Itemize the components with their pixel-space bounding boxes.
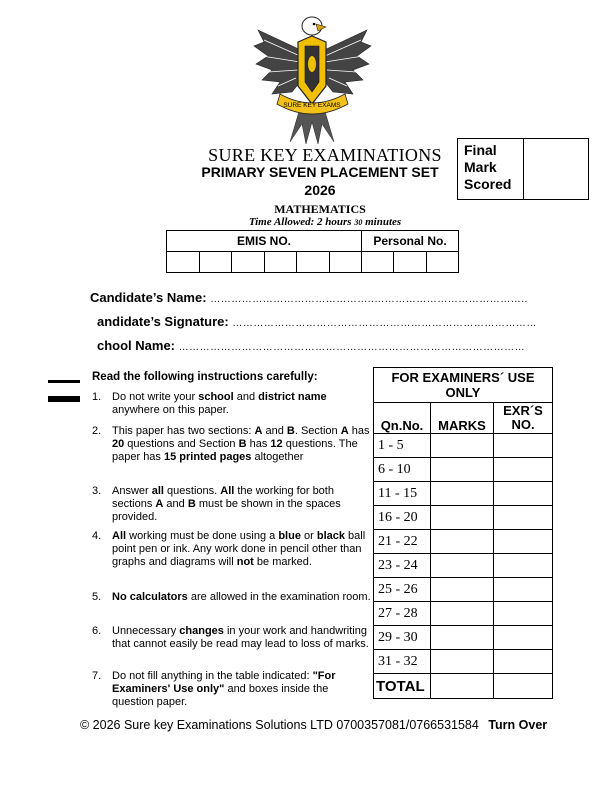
examiners-row: [374, 458, 553, 482]
eagle-logo: [250, 12, 375, 147]
question-range: 11 - 15: [374, 482, 431, 506]
turn-over-label: Turn Over: [488, 718, 548, 732]
instruction-item: [92, 391, 372, 417]
exr-cell[interactable]: [494, 626, 553, 650]
emis-digit-box[interactable]: [297, 252, 330, 273]
final-mark-label: Final Mark Scored: [458, 139, 524, 199]
question-range: 6 - 10: [374, 458, 431, 482]
col-qn-header: Qn.No.: [374, 403, 431, 434]
instruction-text: This paper has two sections: A and B. Section A has 20 questions and Section B has 12 questions. The paper has 15 printed pages altogether: [112, 425, 370, 463]
question-range: 1 - 5: [374, 434, 431, 458]
exam-year: 2026: [304, 182, 336, 198]
examiners-row: [374, 482, 553, 506]
candidate-signature-field[interactable]: ……………………………………………………………………………: [232, 318, 537, 329]
marks-cell[interactable]: [431, 650, 494, 674]
question-range: 31 - 32: [374, 650, 431, 674]
exr-cell[interactable]: [494, 554, 553, 578]
examiners-row: [374, 626, 553, 650]
instruction-number: 1.: [92, 391, 102, 403]
instruction-number: 2.: [92, 425, 102, 437]
candidate-signature-label: andidate’s Signature:: [97, 314, 229, 329]
marks-cell[interactable]: [431, 602, 494, 626]
examiners-row: [374, 506, 553, 530]
exr-cell[interactable]: [494, 530, 553, 554]
instruction-item: [92, 591, 372, 604]
candidate-name-label: Candidate’s Name:: [90, 290, 207, 305]
question-range: 23 - 24: [374, 554, 431, 578]
exr-cell[interactable]: [494, 482, 553, 506]
margin-bar: [48, 396, 80, 402]
instruction-text: Unnecessary changes in your work and handwriting that cannot easily be read may lead to loss of marks.: [112, 625, 369, 650]
total-exr-cell[interactable]: [494, 674, 553, 699]
emis-digit-box[interactable]: [329, 252, 362, 273]
subject-title: MATHEMATICS: [274, 202, 366, 216]
col-marks-header: MARKS: [431, 403, 494, 434]
personal-no-label: Personal No.: [362, 231, 459, 252]
instruction-text: No calculators are allowed in the examination room.: [112, 591, 371, 603]
instruction-number: 5.: [92, 591, 102, 603]
marks-cell[interactable]: [431, 458, 494, 482]
set-title: PRIMARY SEVEN PLACEMENT SET: [201, 164, 439, 180]
instruction-text: Do not write your school and district name anywhere on this paper.: [112, 391, 327, 416]
marks-cell[interactable]: [431, 626, 494, 650]
examiners-row: [374, 554, 553, 578]
question-range: 16 - 20: [374, 506, 431, 530]
instruction-item: [92, 625, 372, 651]
marks-cell[interactable]: [431, 434, 494, 458]
emis-digit-box[interactable]: [232, 252, 265, 273]
examiners-row: [374, 530, 553, 554]
time-allowed: Time Allowed: 2 hours 30 minutes: [248, 216, 402, 228]
examiners-table-title: FOR EXAMINERS´ USE ONLY: [374, 368, 553, 403]
examiners-row: [374, 602, 553, 626]
marks-cell[interactable]: [431, 506, 494, 530]
instruction-number: 6.: [92, 625, 102, 637]
school-name-row: [97, 338, 525, 353]
exr-cell[interactable]: [494, 602, 553, 626]
emis-digit-box[interactable]: [264, 252, 297, 273]
question-range: 21 - 22: [374, 530, 431, 554]
exr-cell[interactable]: [494, 650, 553, 674]
emis-digit-box[interactable]: [167, 252, 200, 273]
exam-body-title: SURE KEY EXAMINATIONS: [208, 145, 442, 165]
exr-cell[interactable]: [494, 434, 553, 458]
exr-cell[interactable]: [494, 506, 553, 530]
candidate-name-row: [90, 290, 528, 305]
instruction-item: [92, 670, 372, 709]
emis-digit-box[interactable]: [199, 252, 232, 273]
marks-cell[interactable]: [431, 554, 494, 578]
total-marks-cell[interactable]: [431, 674, 494, 699]
instruction-text: All working must be done using a blue or black ball point pen or ink. Any work done in pencil other than graphs and diagrams will not be marked.: [112, 530, 366, 568]
footer-copyright: © 2026 Sure key Examinations Solutions LTD 0700357081/0766531584: [80, 718, 479, 732]
question-range: 27 - 28: [374, 602, 431, 626]
exr-cell[interactable]: [494, 578, 553, 602]
question-range: 29 - 30: [374, 626, 431, 650]
candidate-signature-row: [97, 314, 537, 329]
margin-bar: [48, 380, 80, 383]
school-name-label: chool Name:: [97, 338, 176, 353]
instruction-text: Answer all questions. All the working for both sections A and B must be shown in the spaces provided.: [112, 485, 341, 523]
marks-cell[interactable]: [431, 482, 494, 506]
instruction-text: Do not fill anything in the table indicated: "For Examiners' Use only" and boxes inside the question paper.: [112, 670, 336, 708]
instruction-item: [92, 530, 372, 569]
examiners-row: [374, 650, 553, 674]
personal-digit-box[interactable]: [394, 252, 426, 273]
instruction-number: 7.: [92, 670, 102, 682]
exr-cell[interactable]: [494, 458, 553, 482]
marks-cell[interactable]: [431, 578, 494, 602]
instruction-item: [92, 425, 372, 464]
instruction-number: 3.: [92, 485, 102, 497]
examiners-table: [373, 367, 553, 699]
marks-cell[interactable]: [431, 530, 494, 554]
svg-text:SURE KEY EXAMS: SURE KEY EXAMS: [283, 102, 341, 109]
instruction-number: 4.: [92, 530, 102, 542]
examiners-row: [374, 578, 553, 602]
personal-digit-box[interactable]: [426, 252, 458, 273]
col-exr-header: EXR´S NO.: [494, 403, 553, 434]
examiners-row: [374, 434, 553, 458]
question-range: 25 - 26: [374, 578, 431, 602]
personal-digit-box[interactable]: [362, 252, 394, 273]
footer: [80, 718, 547, 732]
candidate-name-field[interactable]: ………………………………………..……………………………………..: [210, 294, 528, 305]
id-number-table: [166, 230, 459, 273]
emis-label: EMIS NO.: [167, 231, 362, 252]
instructions-title: Read the following instructions carefully:: [92, 371, 318, 383]
total-label: TOTAL: [374, 674, 431, 699]
school-name-field[interactable]: ………………………………………………………………………………………: [178, 342, 526, 353]
instruction-item: [92, 485, 372, 524]
